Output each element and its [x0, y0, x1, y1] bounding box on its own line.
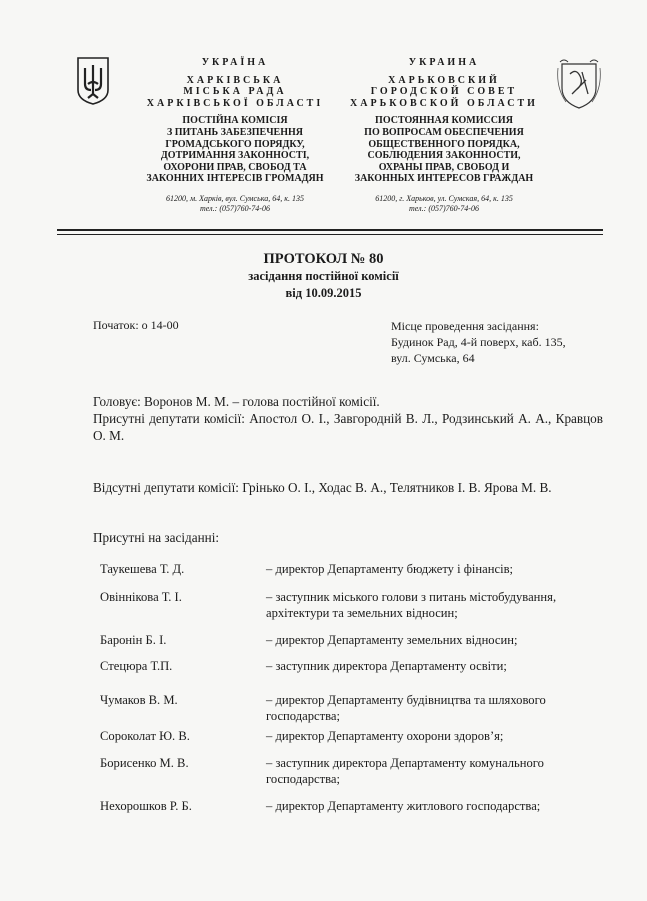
present-deputies: Присутні депутати комісії: Апостол О. І., Завгородній В. Л., Родзинський А. А., Кравцов О. М.: [93, 411, 603, 443]
attendee-name: Чумаков В. М.: [100, 693, 178, 707]
attendee-position: – заступник директора Департаменту освіти;: [266, 659, 507, 673]
venue-line: вул. Сумська, 64: [391, 351, 475, 365]
attendee-name: Борисенко М. В.: [100, 756, 189, 770]
attendee-name: Сороколат Ю. В.: [100, 729, 190, 743]
header-divider-thin: [57, 234, 603, 235]
venue-line: Місце проведення засідання:: [391, 319, 539, 333]
attendee-name: Стецюра Т.П.: [100, 659, 173, 673]
venue-line: Будинок Рад, 4-й поверх, каб. 135,: [391, 335, 566, 349]
header-council-ru-3: ХАРЬКОВСКОЙ ОБЛАСТИ: [350, 97, 538, 109]
header-country-ru: УКРАИНА: [408, 57, 480, 68]
header-council-ua-3: ХАРКІВСЬКОЇ ОБЛАСТІ: [146, 97, 324, 109]
header-ukrainian: [132, 57, 338, 214]
attendee-position: – директор Департаменту охорони здоров’я;: [266, 729, 504, 743]
commission-ru-line: ПОСТОЯННАЯ КОМИССИЯ: [375, 115, 513, 127]
commission-ru-line: СОБЛЮДЕНИЯ ЗАКОННОСТИ,: [367, 150, 521, 162]
commission-ua-line: ОХОРОНИ ПРАВ, СВОБОД ТА: [163, 161, 307, 173]
chairperson-line: Головує: Воронов М. М. – голова постійної комісії.: [93, 394, 380, 409]
attendee-position: – заступник директора Департаменту комунального господарства;: [266, 756, 544, 786]
commission-ua-line: ГРОМАДСЬКОГО ПОРЯДКУ,: [165, 138, 305, 150]
commission-ua-line: ДОТРИМАННЯ ЗАКОННОСТІ,: [160, 150, 310, 162]
header-council-ua-2: МІСЬКА РАДА: [183, 86, 287, 98]
attendee-name: Нехорошков Р. Б.: [100, 799, 192, 813]
commission-ua-line: З ПИТАНЬ ЗАБЕЗПЕЧЕННЯ: [166, 126, 304, 138]
commission-ua-line: ЗАКОННИХ ІНТЕРЕСІВ ГРОМАДЯН: [146, 173, 324, 185]
protocol-title: ПРОТОКОЛ № 80: [263, 251, 384, 267]
attendee-position: – директор Департаменту земельних відносин;: [266, 633, 518, 647]
commission-ru-line: ОХРАНЫ ПРАВ, СВОБОД И: [378, 161, 510, 173]
attendee-name: Баронін Б. І.: [100, 633, 167, 647]
commission-ru-line: ЗАКОННЫХ ИНТЕРЕСОВ ГРАЖДАН: [354, 173, 534, 185]
commission-ru-line: ПО ВОПРОСАМ ОБЕСПЕЧЕНИЯ: [364, 126, 524, 138]
header-divider: [57, 229, 603, 231]
phone-ru: тел.: (057)760-74-06: [409, 203, 479, 213]
commission-ru-line: ОБЩЕСТВЕННОГО ПОРЯДКА,: [368, 138, 520, 150]
protocol-subtitle: засідання постійної комісії: [248, 269, 399, 283]
commission-ua-line: ПОСТІЙНА КОМІСІЯ: [182, 115, 288, 127]
header-country-ua: УКРАЇНА: [201, 57, 269, 68]
meeting-start-time: Початок: о 14-00: [93, 318, 179, 332]
header-council-ru-2: ГОРОДСКОЙ СОВЕТ: [370, 86, 518, 98]
attendee-position: – директор Департаменту житлового господарства;: [266, 799, 541, 813]
address-ua: 61200, м. Харків, вул. Сумська, 64, к. 135: [166, 193, 304, 203]
header-council-ua-1: ХАРКІВСЬКА: [186, 74, 284, 86]
attendee-position: – директор Департаменту бюджету і фінансів;: [266, 562, 514, 576]
meeting-venue: [391, 318, 566, 366]
header-russian: [344, 57, 544, 214]
header-council-ru-1: ХАРЬКОВСКИЙ: [388, 74, 500, 86]
ukraine-trident-emblem-icon: [76, 56, 110, 106]
kharkiv-coat-of-arms-icon: [556, 58, 602, 110]
attendees-label: Присутні на засіданні:: [93, 530, 220, 545]
attendee-position: – директор Департаменту будівництва та шляхового господарства;: [266, 693, 546, 723]
protocol-date: від 10.09.2015: [285, 286, 362, 300]
phone-ua: тел.: (057)760-74-06: [200, 203, 270, 213]
address-ru: 61200, г. Харьков, ул. Сумская, 64, к. 135: [375, 193, 513, 203]
absent-deputies: Відсутні депутати комісії: Грінько О. І., Ходас В. А., Телятников І. В. Ярова М. В.: [93, 480, 552, 495]
attendee-name: Овіннікова Т. І.: [100, 590, 182, 604]
attendee-position: – заступник міського голови з питань містобудування, архітектури та земельних відносин;: [266, 590, 557, 620]
attendee-name: Таукешева Т. Д.: [100, 562, 185, 576]
